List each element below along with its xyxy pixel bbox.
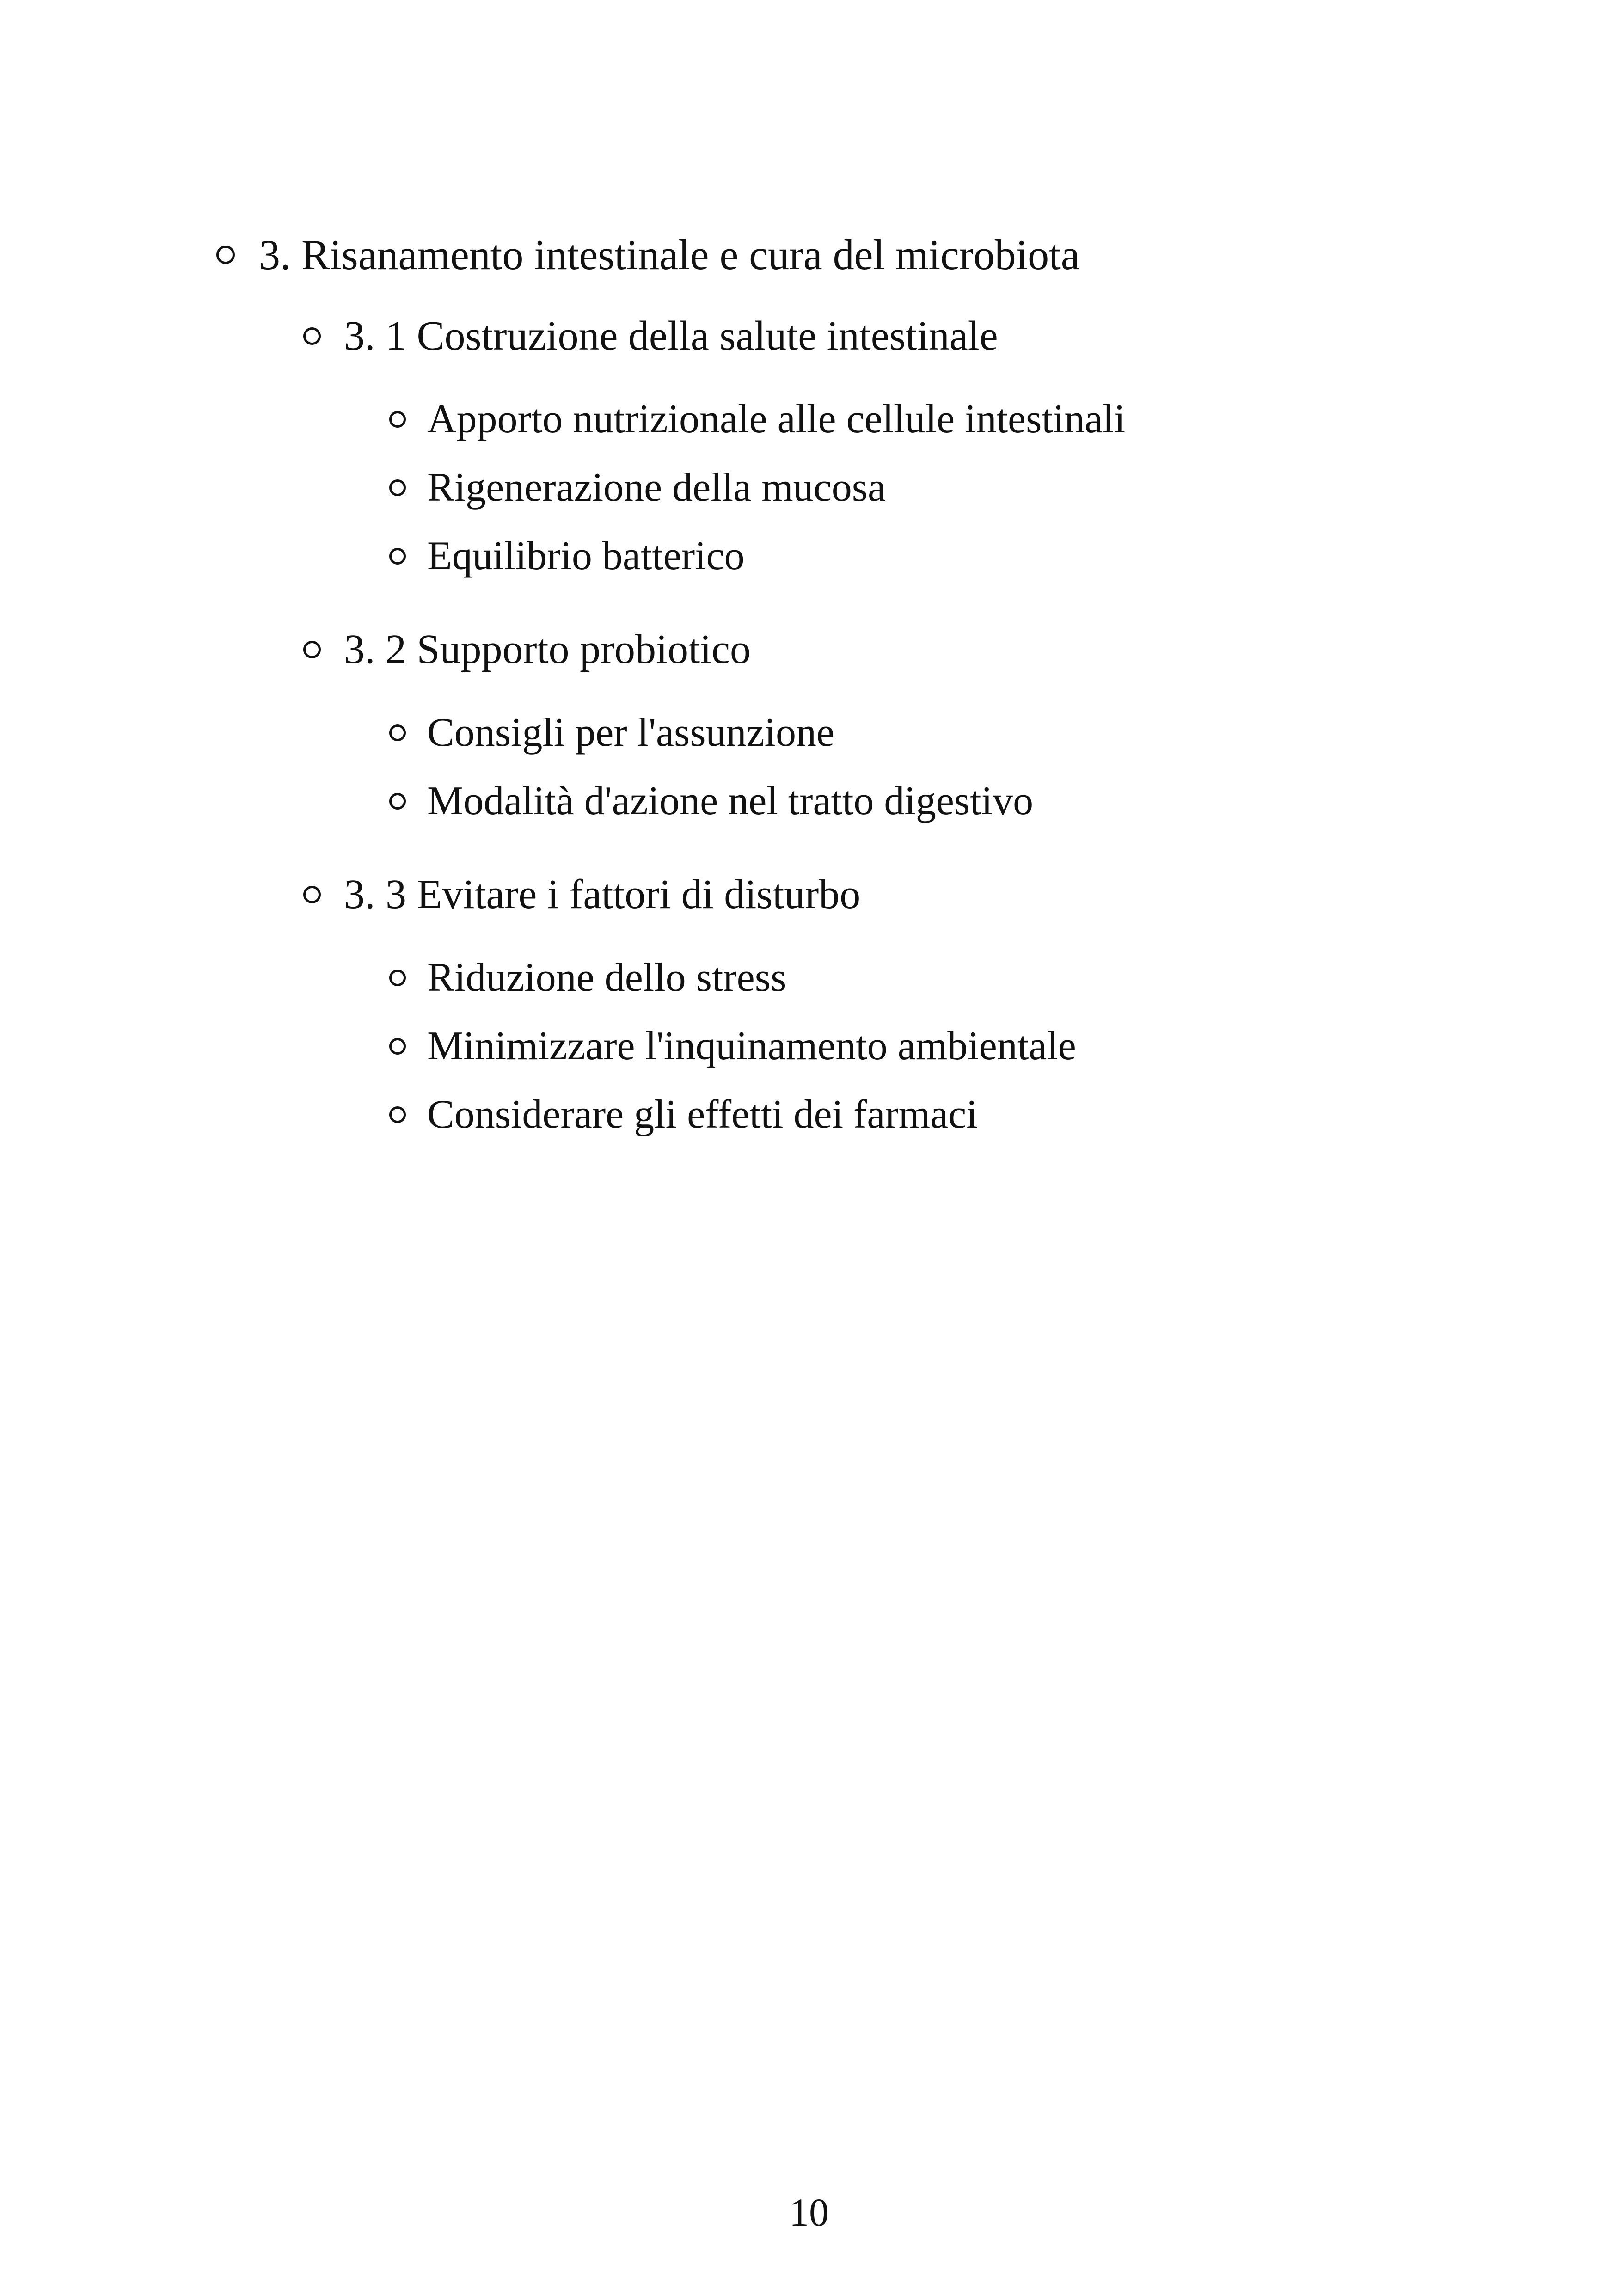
outline-item <box>389 776 1033 827</box>
item-text: Riduzione dello stress <box>427 955 787 1000</box>
outline-item <box>389 707 834 758</box>
outline-item <box>389 394 1125 445</box>
circle-bullet-icon <box>389 411 406 428</box>
circle-bullet-icon <box>389 1038 406 1055</box>
circle-bullet-icon <box>389 793 406 810</box>
circle-bullet-icon <box>389 724 406 741</box>
item-text: Rigenerazione della mucosa <box>427 465 886 510</box>
item-text: Equilibrio batterico <box>427 534 745 578</box>
section-title: 3. Risanamento intestinale e cura del microbiota <box>259 231 1080 278</box>
circle-bullet-icon <box>389 970 406 986</box>
circle-bullet-icon <box>389 479 406 496</box>
item-text: Consigli per l'assunzione <box>427 710 835 755</box>
circle-bullet-icon <box>303 327 321 345</box>
circle-bullet-icon <box>389 548 406 565</box>
subsection-title: 3. 1 Costruzione della salute intestinale <box>344 313 998 359</box>
outline-subsection <box>303 869 860 920</box>
outline-item <box>389 1089 978 1140</box>
circle-bullet-icon <box>303 641 321 658</box>
circle-bullet-icon <box>303 886 321 903</box>
item-text: Considerare gli effetti dei farmaci <box>427 1092 978 1137</box>
outline-item <box>389 952 786 1003</box>
outline-item <box>389 531 745 582</box>
item-text: Modalità d'azione nel tratto digestivo <box>427 779 1034 823</box>
outline-item <box>389 1021 1076 1072</box>
item-text: Apporto nutrizionale alle cellule intestinali <box>427 397 1126 442</box>
outline-subsection <box>303 311 998 362</box>
outline-subsection <box>303 624 751 675</box>
circle-bullet-icon <box>216 246 235 264</box>
outline-item <box>389 462 886 513</box>
subsection-title: 3. 2 Supporto probiotico <box>344 626 751 672</box>
outline-section <box>216 229 1080 280</box>
page-number: 10 <box>789 2190 829 2235</box>
subsection-title: 3. 3 Evitare i fattori di disturbo <box>344 872 861 917</box>
circle-bullet-icon <box>389 1106 406 1123</box>
item-text: Minimizzare l'inquinamento ambientale <box>427 1024 1076 1068</box>
